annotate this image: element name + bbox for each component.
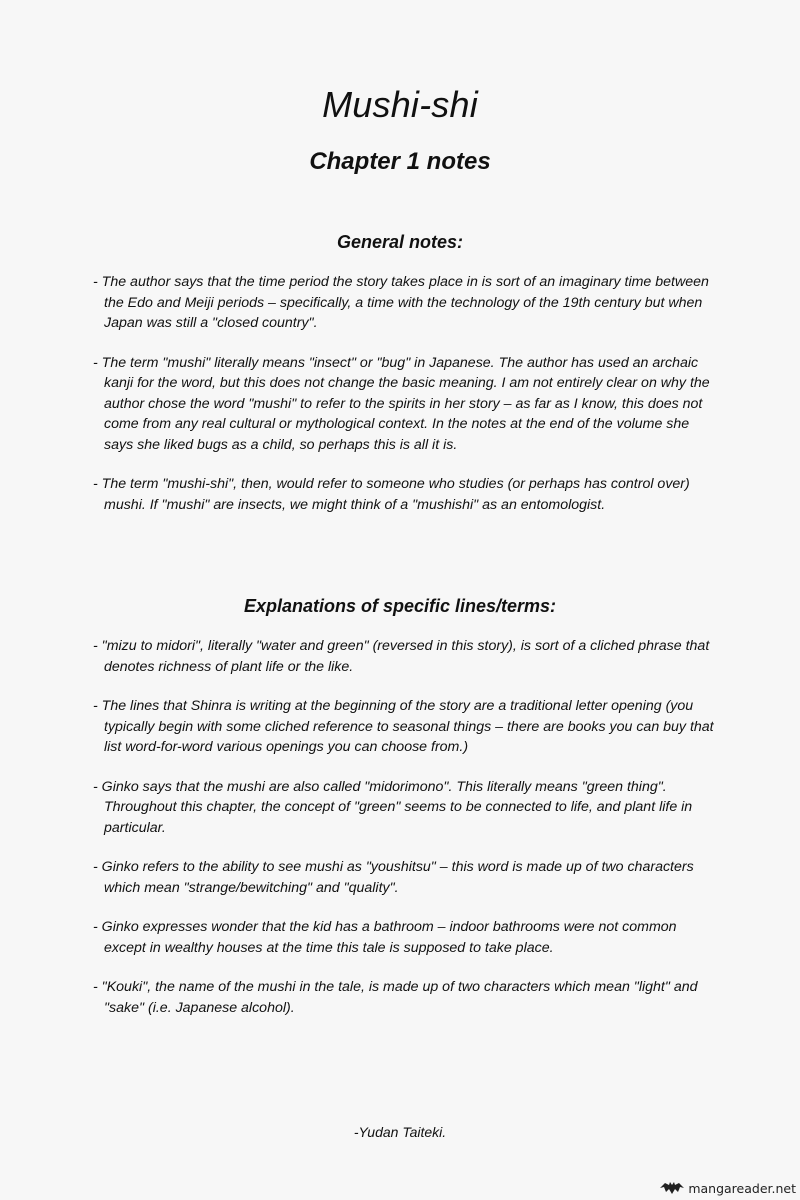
- list-item: - "Kouki", the name of the mushi in the tale, is made up of two characters which mean "light" and "sake" (i.e. Japanese alcohol).: [93, 979, 698, 1016]
- watermark-text: mangareader.net: [688, 1180, 796, 1196]
- document-subtitle: Chapter 1 notes: [309, 148, 491, 175]
- general-notes-list: [93, 272, 718, 534]
- specific-notes-heading: Explanations of specific lines/terms:: [243, 596, 557, 616]
- list-item: - The lines that Shinra is writing at the beginning of the story are a traditional letter opening (you typically begin with some cliched reference to seasonal things – there are books you can buy that list word-for-word various openings you can choose from.): [93, 698, 714, 755]
- bat-logo-icon: [660, 1180, 684, 1196]
- specific-notes-list: [93, 636, 718, 1037]
- general-notes-heading: General notes:: [336, 232, 464, 252]
- list-item: - Ginko expresses wonder that the kid has a bathroom – indoor bathrooms were not common except in wealthy houses at the time this tale is supposed to take place.: [93, 919, 677, 956]
- list-item: - The term "mushi" literally means "insect" or "bug" in Japanese. The author has used an archaic kanji for the word, but this does not change the basic meaning. I am not entirely clear on why the author chose the word "mushi" to refer to the spirits in her story – as far as I know, this does not come from any real cultural or mythological context. In the notes at the end of the volume she says she liked bugs as a child, so perhaps this is all it is.: [93, 354, 710, 453]
- watermark: [660, 1180, 796, 1196]
- list-item: - Ginko refers to the ability to see mushi as "youshitsu" – this word is made up of two characters which mean "strange/bewitching" and "quality".: [93, 859, 694, 896]
- list-item: - The author says that the time period the story takes place in is sort of an imaginary time between the Edo and Meiji periods – specifically, a time with the technology of the 19th century but when Japan was still a "closed country".: [93, 274, 709, 331]
- document-title: Mushi-shi: [322, 84, 478, 125]
- list-item: - Ginko says that the mushi are also called "midorimono". This literally means "green thing". Throughout this chapter, the concept of "green" seems to be connected to life, and plant life in particular.: [93, 778, 693, 836]
- signature: -Yudan Taiteki.: [353, 1124, 447, 1140]
- list-item: - The term "mushi-shi", then, would refer to someone who studies (or perhaps has control over) mushi. If "mushi" are insects, we might think of a "mushishi" as an entomologist.: [93, 476, 690, 513]
- list-item: - "mizu to midori", literally "water and green" (reversed in this story), is sort of a cliched phrase that denotes richness of plant life or the like.: [93, 638, 710, 675]
